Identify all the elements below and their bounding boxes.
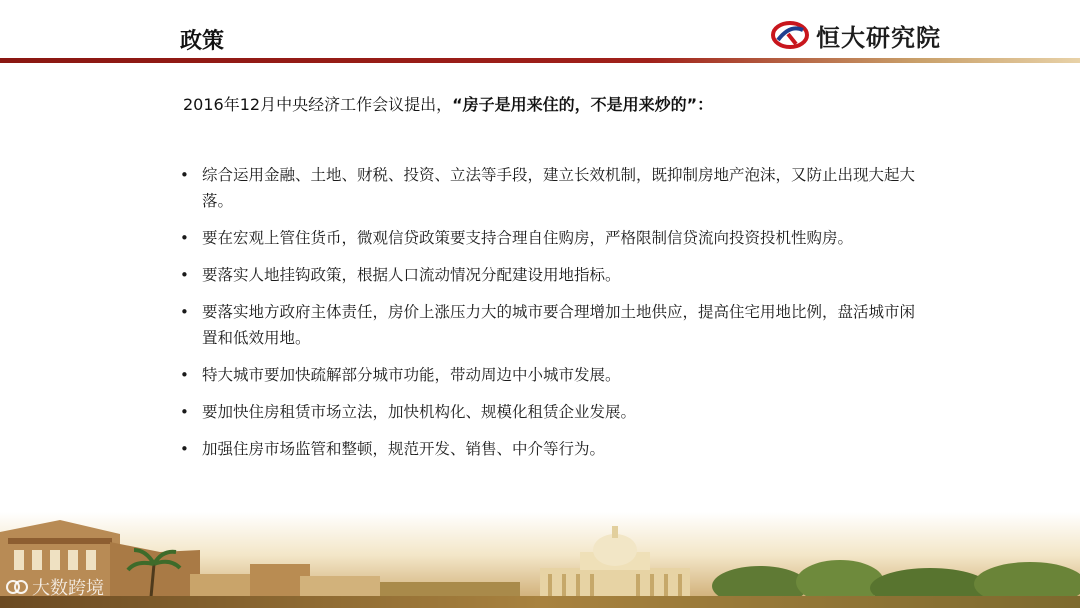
list-item — [176, 362, 916, 388]
list-item — [176, 262, 916, 288]
bullet-marker: • — [180, 229, 189, 247]
list-item-text: 特大城市要加快疏解部分城市功能，带动周边中小城市发展。 — [202, 366, 621, 384]
bullet-marker: • — [180, 440, 189, 458]
brand — [770, 18, 941, 52]
list-item — [176, 399, 916, 425]
list-item — [176, 299, 916, 351]
list-item-text: 要在宏观上管住货币，微观信贷政策要支持合理自住购房，严格限制信贷流向投资投机性购房。 — [202, 229, 854, 247]
header-divider — [0, 58, 1080, 63]
intro-prefix: 2016年12月中央经济工作会议提出， — [183, 95, 453, 114]
list-item-text: 要落实地方政府主体责任，房价上涨压力大的城市要合理增加土地供应，提高住宅用地比例，盘活城市闲置和低效用地。 — [202, 303, 916, 347]
footer-banner-image — [0, 512, 1080, 608]
brand-name: 恒大研究院 — [816, 23, 941, 52]
bullet-marker: • — [180, 166, 189, 184]
policy-list — [176, 162, 916, 473]
list-item — [176, 162, 916, 214]
list-item-text: 综合运用金融、土地、财税、投资、立法等手段，建立长效机制，既抑制房地产泡沫，又防止出现大起大落。 — [202, 166, 916, 210]
watermark-text: 大数跨境 — [32, 578, 104, 599]
evergrande-logo-icon — [770, 20, 810, 50]
list-item — [176, 436, 916, 462]
list-item-text: 加强住房市场监管和整顿，规范开发、销售、中介等行为。 — [202, 440, 606, 458]
intro-line — [183, 92, 713, 115]
bullet-marker: • — [180, 366, 189, 384]
bullet-marker: • — [180, 403, 189, 421]
slide-title: 政策 — [180, 29, 225, 54]
bullet-marker: • — [180, 266, 189, 284]
watermark-logo-icon — [6, 577, 28, 597]
list-item — [176, 225, 916, 251]
slide-header — [0, 0, 1080, 62]
bullet-marker: • — [180, 303, 189, 321]
watermark — [6, 574, 104, 600]
list-item-text: 要加快住房租赁市场立法，加快机构化、规模化租赁企业发展。 — [202, 403, 637, 421]
list-item-text: 要落实人地挂钩政策，根据人口流动情况分配建设用地指标。 — [202, 266, 621, 284]
intro-quote: “房子是用来住的，不是用来炒的”： — [452, 95, 714, 114]
city-skyline-illustration — [0, 512, 1080, 608]
